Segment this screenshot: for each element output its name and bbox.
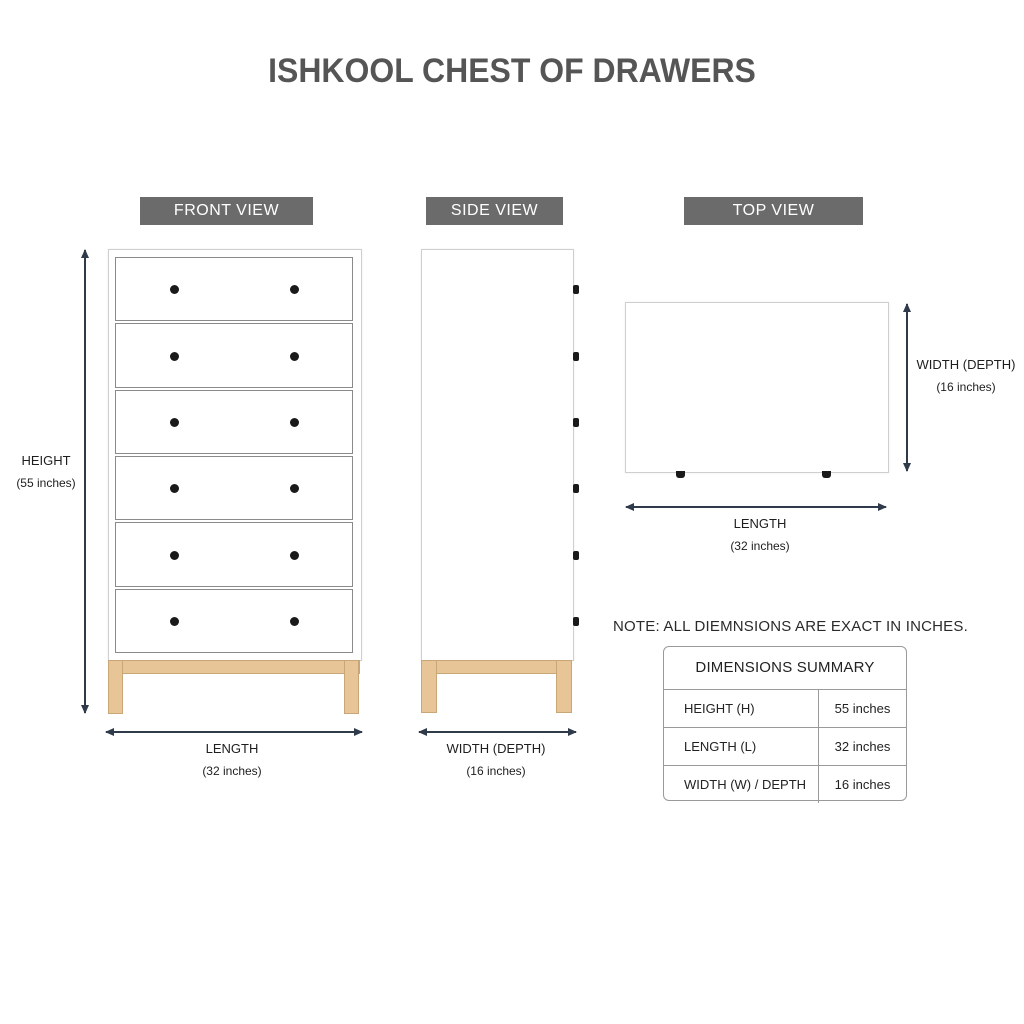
top-view-badge: TOP VIEW [684, 197, 863, 225]
front-length-title: LENGTH [205, 741, 259, 756]
summary-row-value: 16 inches [818, 766, 906, 803]
side-width-label [430, 738, 562, 782]
top-width-title: WIDTH (DEPTH) [916, 357, 1016, 372]
side-width-value: (16 inches) [466, 764, 526, 778]
summary-row-value: 32 inches [818, 728, 906, 765]
summary-row-label: WIDTH (W) / DEPTH [684, 777, 807, 792]
table-row [664, 728, 906, 766]
dimensions-summary-table [663, 646, 907, 801]
front-height-value: (55 inches) [16, 476, 76, 490]
summary-heading: DIMENSIONS SUMMARY [664, 647, 906, 690]
summary-row-value: 55 inches [818, 690, 906, 727]
table-row [664, 690, 906, 728]
front-height-label [4, 450, 88, 494]
front-height-title: HEIGHT [21, 453, 71, 468]
top-width-value: (16 inches) [936, 380, 996, 394]
side-view-badge: SIDE VIEW [426, 197, 563, 225]
top-length-value: (32 inches) [730, 539, 790, 553]
front-length-value: (32 inches) [202, 764, 262, 778]
side-width-title: WIDTH (DEPTH) [446, 741, 546, 756]
top-length-label [700, 513, 820, 557]
top-width-label [912, 354, 1020, 398]
page-title: ISHKOOL CHEST OF DRAWERS [268, 52, 756, 90]
summary-row-label: HEIGHT (H) [684, 701, 755, 716]
front-length-label [172, 738, 292, 782]
summary-row-label: LENGTH (L) [684, 739, 757, 754]
front-view-badge: FRONT VIEW [140, 197, 313, 225]
table-row [664, 766, 906, 803]
top-length-title: LENGTH [733, 516, 787, 531]
dimensions-note: NOTE: ALL DIEMNSIONS ARE EXACT IN INCHES. [613, 618, 968, 635]
